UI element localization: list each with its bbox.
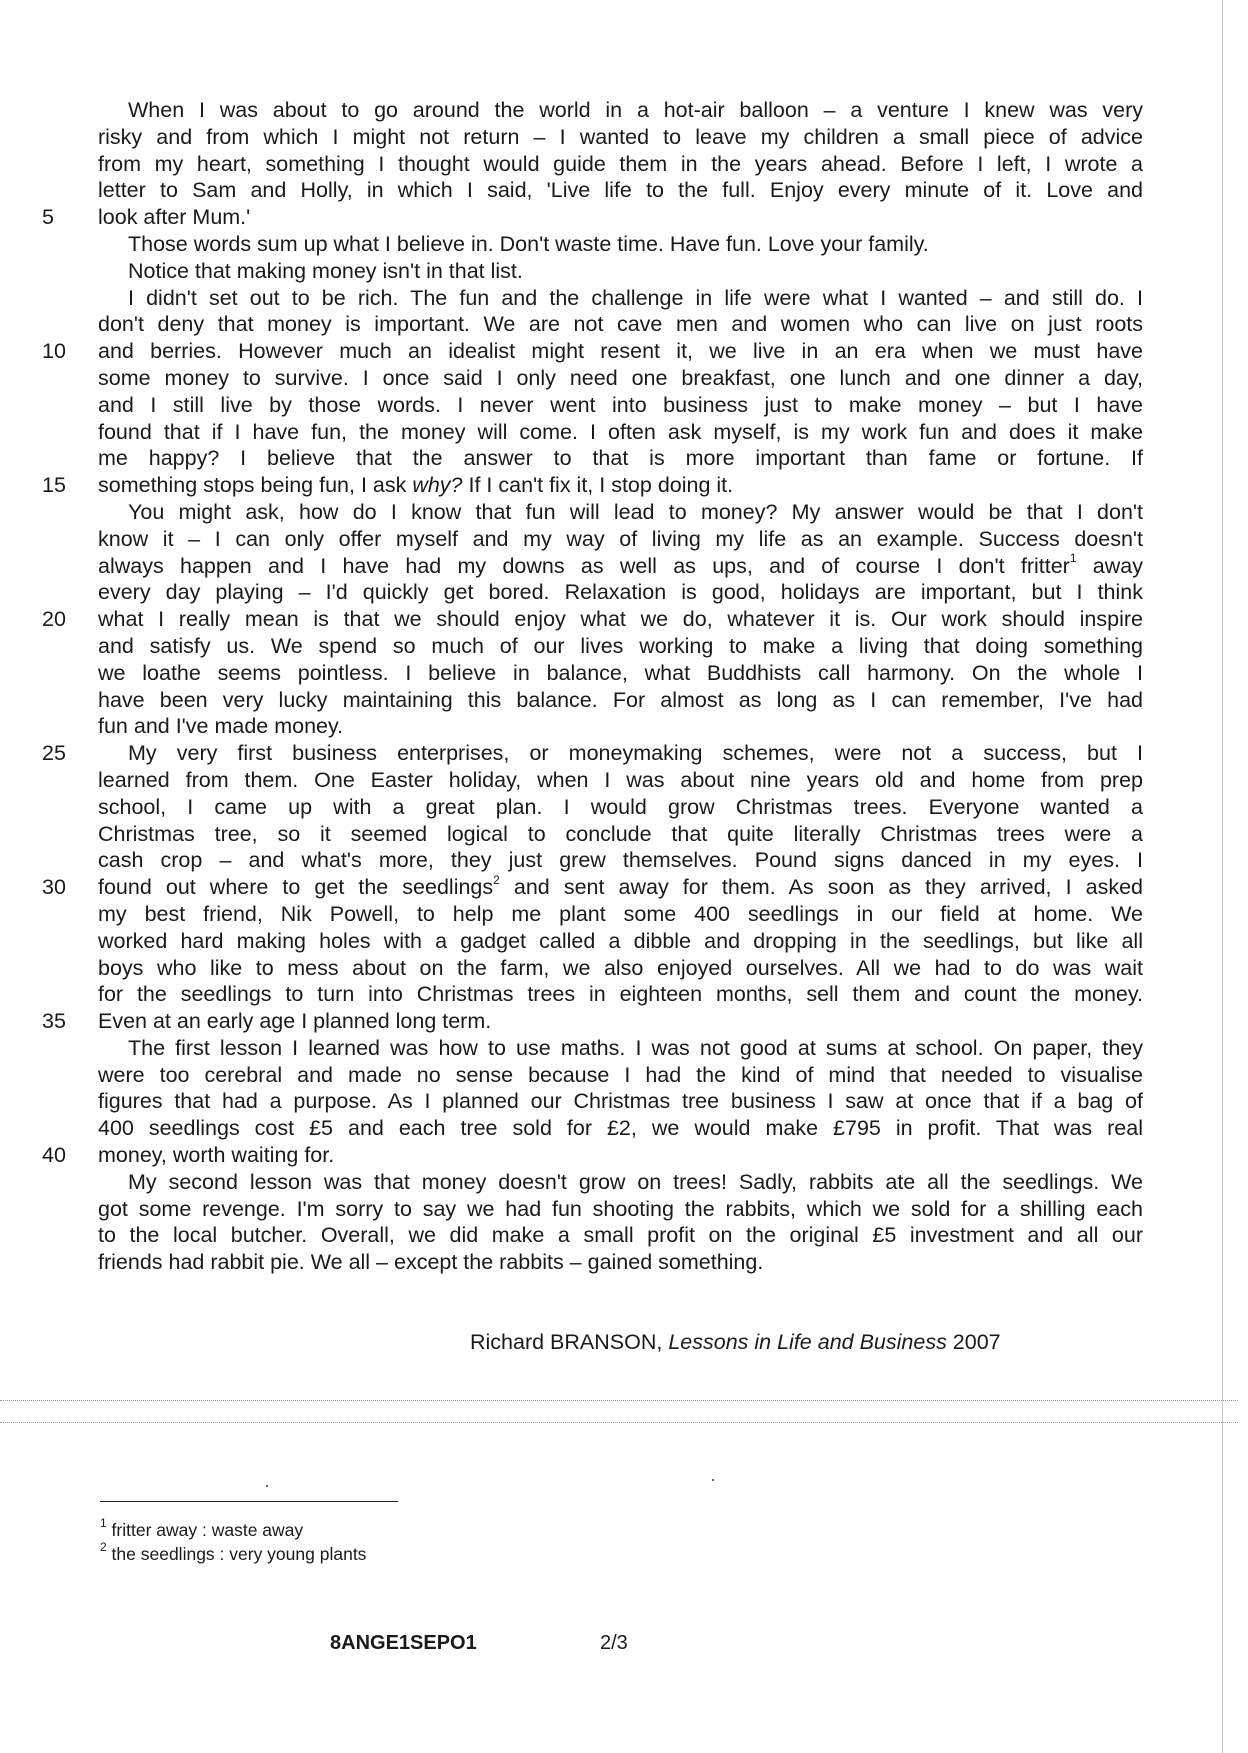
passage-line [42,872,1143,901]
line-text-emphasis: why? [412,473,463,498]
passage-line [98,311,1143,338]
answer-dotted-line [0,1400,1238,1401]
line-text: every day playing – I'd quickly get bored. Relaxation is good, holidays are important, but I think [98,580,1143,605]
footnote-marker: 1 [1069,551,1077,566]
passage-line [98,1169,1143,1196]
footnote-rule [100,1501,398,1502]
line-text: my best friend, Nik Powell, to help me plant some 400 seedlings in our field at home. We [98,901,1143,926]
passage-line [42,1142,1143,1169]
line-text: boys who like to mess about on the farm, we also enjoyed ourselves. All we had to do was wait [98,955,1143,980]
footnote-2: $^2$ the seedlings : very young plants [100,1540,367,1564]
passage-line [42,740,1143,767]
passage-line [98,579,1143,606]
line-text: don't deny that money is important. We are not cave men and women who can live on just roots [98,312,1143,337]
source-year: 2007 [946,1330,1001,1354]
line-text: and berries. However much an idealist might resent it, we live in an era when we must have [98,339,1143,364]
line-text: worked hard making holes with a gadget called a dibble and dropping in the seedlings, but like all [98,928,1143,953]
footnote-marker: 2 [493,872,500,887]
exam-code: 8ANGE1SEPO1 [330,1632,477,1654]
line-text: When I was about to go around the world in a hot-air balloon – a venture I knew was very [128,98,1143,122]
line-text: Notice that making money isn't in that list. [128,258,523,283]
line-text: found that if I have fun, the money will come. I often ask myself, is my work fun and does it make [98,419,1143,444]
line-text: look after Mum.' [98,205,251,230]
answer-dotted-line [0,1422,1238,1423]
line-text: risky and from which I might not return – I wanted to leave my children a small piece of advice [98,124,1143,149]
passage-line [42,472,1143,499]
line-text: got some revenge. I'm sorry to say we had fun shooting the rabbits, which we sold for a shilling each [98,1196,1143,1221]
passage-line [98,821,1143,848]
line-text: My very first business enterprises, or moneymaking schemes, were not a success, but I [128,741,1143,766]
passage-line [98,1222,1143,1249]
line-text: what I really mean is that we should enjoy what we do, whatever it is. Our work should inspire [98,607,1143,632]
passage-line [98,231,1143,258]
line-text: You might ask, how do I know that fun will lead to money? My answer would be that I don't [128,499,1143,524]
line-text: know it – I can only offer myself and my way of living my life as an example. Success doesn't [98,526,1143,551]
line-text: If I can't fix it, I stop doing it. [462,473,734,498]
passage-line [98,1249,1143,1276]
passage-line [98,794,1143,821]
passage-line [98,392,1143,419]
line-text: The first lesson I learned was how to use maths. I was not good at sums at school. On paper, they [128,1035,1143,1060]
line-text: away [1076,553,1143,578]
passage-line [98,1062,1143,1089]
line-text: school, I came up with a great plan. I would grow Christmas trees. Everyone wanted a [98,794,1143,819]
passage-line [98,445,1143,472]
line-text: learned from them. One Easter holiday, when I was about nine years old and home from prep [98,767,1143,792]
line-number: 5 [42,205,54,230]
line-number: 15 [42,473,66,498]
line-text: cash crop – and what's more, they just grew themselves. Pound signs danced in my eyes. I [98,848,1143,873]
line-text: money, worth waiting for. [98,1143,335,1168]
line-text: and satisfy us. We spend so much of our lives working to make a living that doing something [98,633,1143,658]
passage-line [98,151,1143,178]
scan-speck [266,1485,268,1487]
passage-line [98,1196,1143,1223]
passage-line [98,258,1143,285]
line-text: always happen and I have had my downs as well as ups, and of course I don't fritter [98,553,1070,578]
line-number: 25 [42,741,66,766]
passage-line [98,1035,1143,1062]
margin-rule [1222,0,1223,1753]
passage-line [98,928,1143,955]
passage-line [98,767,1143,794]
line-text: to the local butcher. Overall, we did make a small profit on the original £5 investment and all our [98,1223,1143,1248]
source-title: Lessons in Life and Business [668,1330,947,1354]
passage-line [98,285,1143,312]
line-text: me happy? I believe that the answer to that is more important than fame or fortune. If [98,446,1143,471]
passage-line [98,365,1143,392]
source-author: Richard BRANSON, [470,1330,669,1354]
passage-line [42,338,1143,365]
line-text: I didn't set out to be rich. The fun and the challenge in life were what I wanted – and still do. I [128,285,1143,310]
source-citation [470,1330,1001,1355]
line-text: and sent away for them. As soon as they arrived, I asked [499,875,1143,900]
passage-line [98,1088,1143,1115]
line-text: found out where to get the seedlings [98,875,494,900]
passage-line [98,499,1143,526]
line-text: friends had rabbit pie. We all – except the rabbits – gained something. [98,1250,764,1275]
passage-line [98,553,1143,580]
line-text: letter to Sam and Holly, in which I said, 'Live life to the full. Enjoy every minute of it. Love and [98,178,1143,203]
passage-line [98,1115,1143,1142]
passage-line [98,847,1143,874]
passage-line [98,419,1143,446]
line-number: 35 [42,1009,66,1034]
passage-line [98,901,1143,928]
passage [42,97,1143,1276]
passage-line [98,981,1143,1008]
scan-speck [712,1479,714,1481]
line-text: for the seedlings to turn into Christmas trees in eighteen months, sell them and count the money. [98,982,1143,1007]
passage-line [98,687,1143,714]
footnote-1: $^1$ fritter away : waste away [100,1516,304,1540]
line-text: Christmas tree, so it seemed logical to conclude that quite literally Christmas trees were a [98,821,1143,846]
line-text: something stops being fun, I ask [98,473,413,498]
line-number: 30 [42,875,66,900]
passage-line [98,124,1143,151]
line-text: have been very lucky maintaining this balance. For almost as long as I can remember, I've had [98,687,1143,712]
footnotes [100,1518,366,1566]
passage-line [98,955,1143,982]
line-text: Those words sum up what I believe in. Don't waste time. Have fun. Love your family. [128,231,929,256]
passage-line [98,97,1143,124]
line-number: 20 [42,607,66,632]
line-text: figures that had a purpose. As I planned our Christmas tree business I saw at once that if a bag of [98,1089,1143,1114]
passage-line [42,606,1143,633]
line-text: fun and I've made money. [98,714,344,739]
line-text: we loathe seems pointless. I believe in balance, what Buddhists call harmony. On the whole I [98,660,1143,685]
line-text: were too cerebral and made no sense because I had the kind of mind that needed to visualise [98,1062,1143,1087]
line-text: from my heart, something I thought would guide them in the years ahead. Before I left, I wrote a [98,151,1143,176]
passage-line [98,526,1143,553]
line-number: 10 [42,339,66,364]
passage-line [98,177,1143,204]
passage-line [98,633,1143,660]
line-text: and I still live by those words. I never went into business just to make money – but I have [98,392,1143,417]
line-number: 40 [42,1143,66,1168]
line-text: 400 seedlings cost £5 and each tree sold for £2, we would make £795 in profit. That was real [98,1116,1143,1141]
passage-line [42,204,1143,231]
line-text: some money to survive. I once said I only need one breakfast, one lunch and one dinner a day, [98,365,1143,390]
passage-line [98,713,1143,740]
line-text: Even at an early age I planned long term. [98,1009,492,1034]
line-text: My second lesson was that money doesn't grow on trees! Sadly, rabbits ate all the seedlings. We [128,1169,1143,1194]
page-number: 2/3 [600,1632,628,1654]
passage-line [98,660,1143,687]
passage-line [42,1008,1143,1035]
